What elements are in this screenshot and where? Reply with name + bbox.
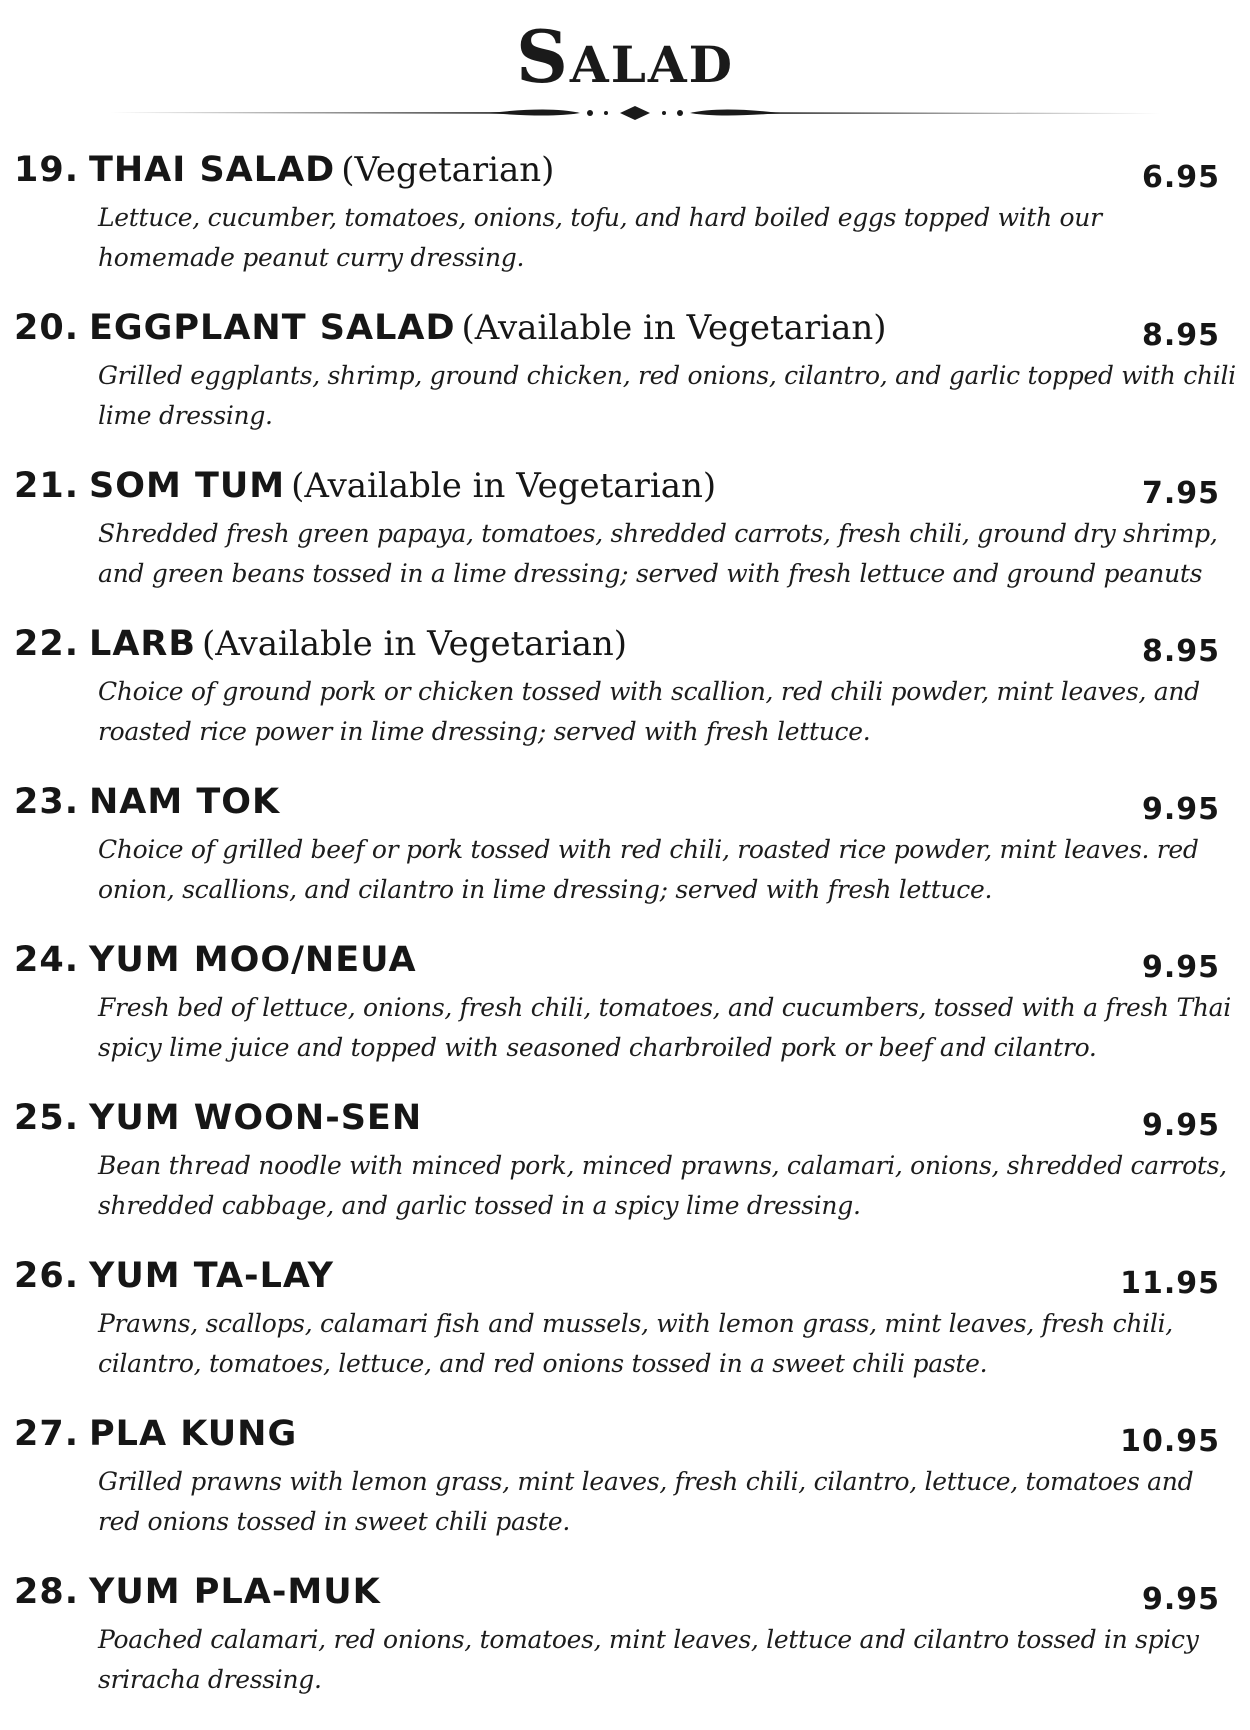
item-description: Poached calamari, red onions, tomatoes, mint leaves, lettuce and cilantro tossed in spicy sriracha dressing. [98, 1625, 1199, 1694]
item-name: EGGPLANT SALAD [89, 308, 456, 348]
item-price: 11.95 [1120, 1266, 1220, 1301]
item-number: 21. [14, 466, 80, 506]
menu-item [0, 1098, 1250, 1256]
menu-item [0, 782, 1250, 940]
item-heading [14, 782, 1214, 832]
item-note: (Available in Vegetarian) [291, 466, 717, 506]
item-description: Lettuce, cucumber, tomatoes, onions, tofu, and hard boiled eggs topped with our homemade peanut curry dressing. [98, 203, 1102, 272]
item-note: (Available in Vegetarian) [202, 624, 628, 664]
item-number: 25. [14, 1098, 80, 1138]
item-number: 24. [14, 940, 80, 980]
item-heading [14, 624, 1214, 674]
item-number: 27. [14, 1414, 80, 1454]
item-heading [14, 1572, 1214, 1622]
item-name: YUM WOON-SEN [89, 1098, 423, 1138]
menu-item [0, 1256, 1250, 1414]
item-number: 26. [14, 1256, 80, 1296]
item-price: 9.95 [1141, 792, 1220, 827]
item-heading [14, 150, 1214, 200]
menu-item [0, 466, 1250, 624]
item-description: Grilled eggplants, shrimp, ground chicken, red onions, cilantro, and garlic topped with chili lime dressing. [98, 361, 1236, 430]
item-name: LARB [89, 624, 197, 664]
item-description: Prawns, scallops, calamari fish and mussels, with lemon grass, mint leaves, fresh chili, cilantro, tomatoes, lettuce, and red onions tossed in a sweet chili paste. [98, 1309, 1173, 1378]
item-price: 7.95 [1141, 476, 1220, 511]
menu-list [0, 150, 1250, 1730]
item-name: THAI SALAD [89, 150, 336, 190]
item-number: 19. [14, 150, 80, 190]
menu-item [0, 308, 1250, 466]
item-number: 20. [14, 308, 80, 348]
item-price: 9.95 [1141, 1108, 1220, 1143]
item-note: (Vegetarian) [341, 150, 555, 190]
item-price: 9.95 [1141, 950, 1220, 985]
ornamental-divider [110, 104, 1160, 134]
item-heading [14, 466, 1214, 516]
item-name: PLA KUNG [89, 1414, 298, 1454]
menu-item [0, 1414, 1250, 1572]
item-description: Choice of ground pork or chicken tossed with scallion, red chili powder, mint leaves, and roasted rice power in lime dressing; served with fresh lettuce. [98, 677, 1200, 746]
menu-item [0, 940, 1250, 1098]
item-heading [14, 940, 1214, 990]
item-price: 10.95 [1120, 1424, 1220, 1459]
item-name: SOM TUM [89, 466, 286, 506]
item-price: 8.95 [1141, 318, 1220, 353]
item-number: 22. [14, 624, 80, 664]
item-price: 9.95 [1141, 1582, 1220, 1617]
item-number: 23. [14, 782, 80, 822]
item-description: Grilled prawns with lemon grass, mint leaves, fresh chili, cilantro, lettuce, tomatoes and red onions tossed in sweet chili paste. [98, 1467, 1194, 1536]
item-heading [14, 1098, 1214, 1148]
menu-item [0, 1572, 1250, 1730]
item-heading [14, 1256, 1214, 1306]
item-heading [14, 308, 1214, 358]
item-note: (Available in Vegetarian) [461, 308, 887, 348]
item-description: Choice of grilled beef or pork tossed with red chili, roasted rice powder, mint leaves. red onion, scallions, and cilantro in lime dressing; served with fresh lettuce. [98, 835, 1199, 904]
item-number: 28. [14, 1572, 80, 1612]
item-name: YUM TA-LAY [89, 1256, 334, 1296]
item-price: 8.95 [1141, 634, 1220, 669]
item-description: Fresh bed of lettuce, onions, fresh chili, tomatoes, and cucumbers, tossed with a fresh Thai spicy lime juice and topped with seasoned charbroiled pork or beef and cilantro. [98, 993, 1231, 1062]
menu-item [0, 624, 1250, 782]
item-name: YUM MOO/NEUA [89, 940, 417, 980]
item-name: YUM PLA-MUK [89, 1572, 381, 1612]
item-heading [14, 1414, 1214, 1464]
menu-item [0, 150, 1250, 308]
item-description: Bean thread noodle with minced pork, minced prawns, calamari, onions, shredded carrots, shredded cabbage, and garlic tossed in a spicy lime dressing. [98, 1151, 1227, 1220]
item-price: 6.95 [1141, 160, 1220, 195]
item-name: NAM TOK [89, 782, 281, 822]
item-description: Shredded fresh green papaya, tomatoes, shredded carrots, fresh chili, ground dry shrimp, and green beans tossed in a lime dressing; served with fresh lettuce and ground peanuts [98, 519, 1218, 588]
section-title: Salad [515, 14, 735, 99]
